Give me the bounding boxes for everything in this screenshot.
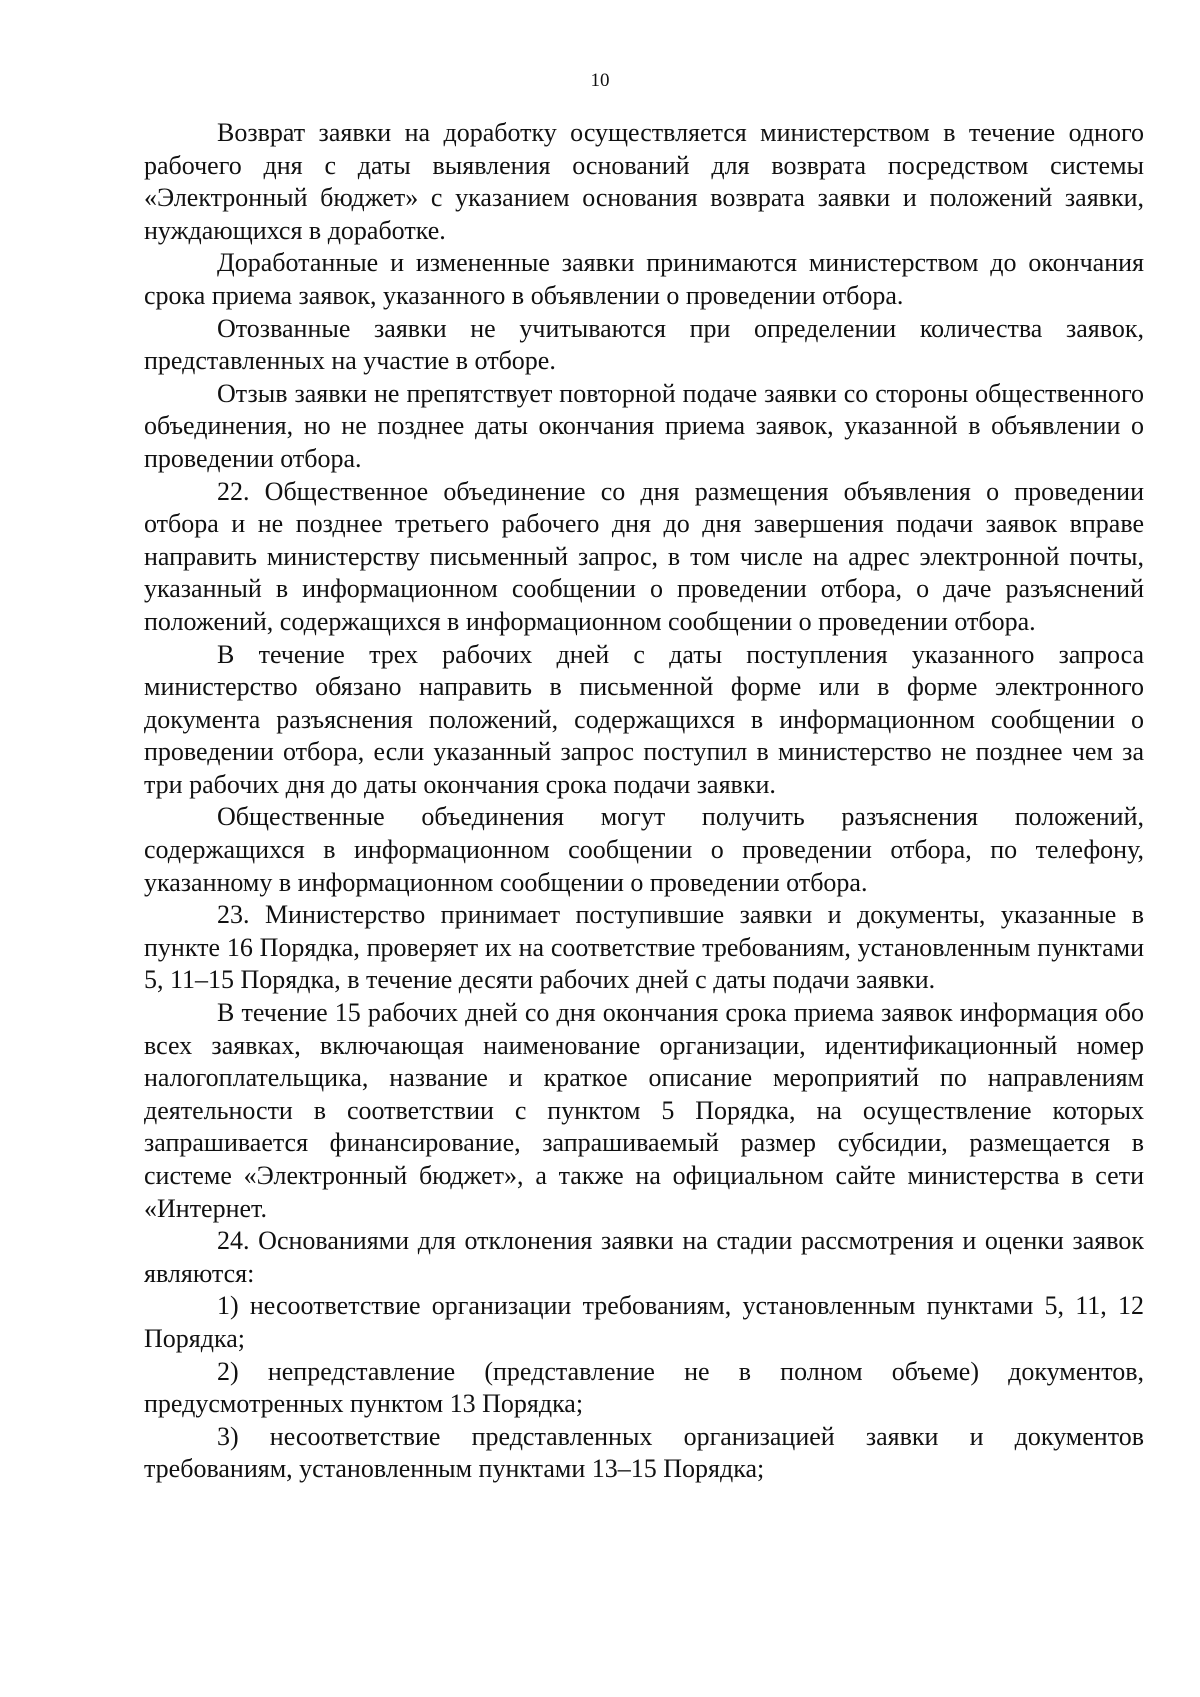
paragraph-clarification-deadline: В течение трех рабочих дней с даты поступления указанного запроса министерство обязано направить в письменной форме или в форме электронного документа разъяснения положений, содержащихся в информационном сообщении о проведении отбора, если указанный запрос поступил в министерство не позднее чем за три рабочих дня до даты окончания срока подачи заявки. [144, 639, 1144, 799]
list-item-3: 3) несоответствие представленных организацией заявки и документов требованиям, установленным пунктами 13–15 Порядка; [144, 1421, 1144, 1484]
paragraph-publication-of-applications: В течение 15 рабочих дней со дня окончания срока приема заявок информация обо всех заявках, включающая наименование организации, идентификационный номер налогоплательщика, название и краткое описание мероприятий по направлениям деятельности в соответствии с пунктом 5 Порядка, на осуществление которых запрашивается финансирование, запрашиваемый размер субсидии, размещается в системе «Электронный бюджет», а также на официальном сайте министерства в сети «Интернет. [144, 998, 1144, 1223]
list-item-2: 2) непредставление (представление не в полном объеме) документов, предусмотренных пунктом 13 Порядка; [144, 1356, 1144, 1419]
paragraph-withdrawal-resubmission: Отзыв заявки не препятствует повторной подаче заявки со стороны общественного объединения, но не позднее даты окончания приема заявок, указанной в объявлении о проведении отбора. [144, 378, 1144, 473]
paragraph-clause-24: 24. Основаниями для отклонения заявки на стадии рассмотрения и оценки заявок являются: [144, 1226, 1144, 1288]
document-body [144, 117, 1144, 1486]
paragraph-withdrawn-applications: Отозванные заявки не учитываются при определении количества заявок, представленных на участие в отборе. [144, 313, 1144, 376]
list-item-1: 1) несоответствие организации требованиям, установленным пунктами 5, 11, 12 Порядка; [144, 1291, 1144, 1353]
paragraph-revised-applications: Доработанные и измененные заявки принимаются министерством до окончания срока приема заявок, указанного в объявлении о проведении отбора. [144, 248, 1144, 310]
paragraph-clause-22: 22. Общественное объединение со дня размещения объявления о проведении отбора и не позднее третьего рабочего дня до дня завершения подачи заявок вправе направить министерству письменный запрос, в том числе на адрес электронной почты, указанный в информационном сообщении о проведении отбора, о даче разъяснений положений, содержащихся в информационном сообщении о проведении отбора. [144, 476, 1144, 636]
page-number: 10 [590, 70, 610, 91]
paragraph-return-application: Возврат заявки на доработку осуществляется министерством в течение одного рабочего дня с даты выявления оснований для возврата посредством системы «Электронный бюджет» с указанием основания возврата заявки и положений заявки, нуждающихся в доработке. [144, 118, 1144, 245]
paragraph-clause-23: 23. Министерство принимает поступившие заявки и документы, указанные в пункте 16 Порядка, проверяет их на соответствие требованиям, установленным пунктами 5, 11–15 Порядка, в течение десяти рабочих дней с даты подачи заявки. [144, 900, 1144, 995]
paragraph-phone-clarification: Общественные объединения могут получить разъяснения положений, содержащихся в информационном сообщении о проведении отбора, по телефону, указанному в информационном сообщении о проведении отбора. [144, 802, 1144, 897]
